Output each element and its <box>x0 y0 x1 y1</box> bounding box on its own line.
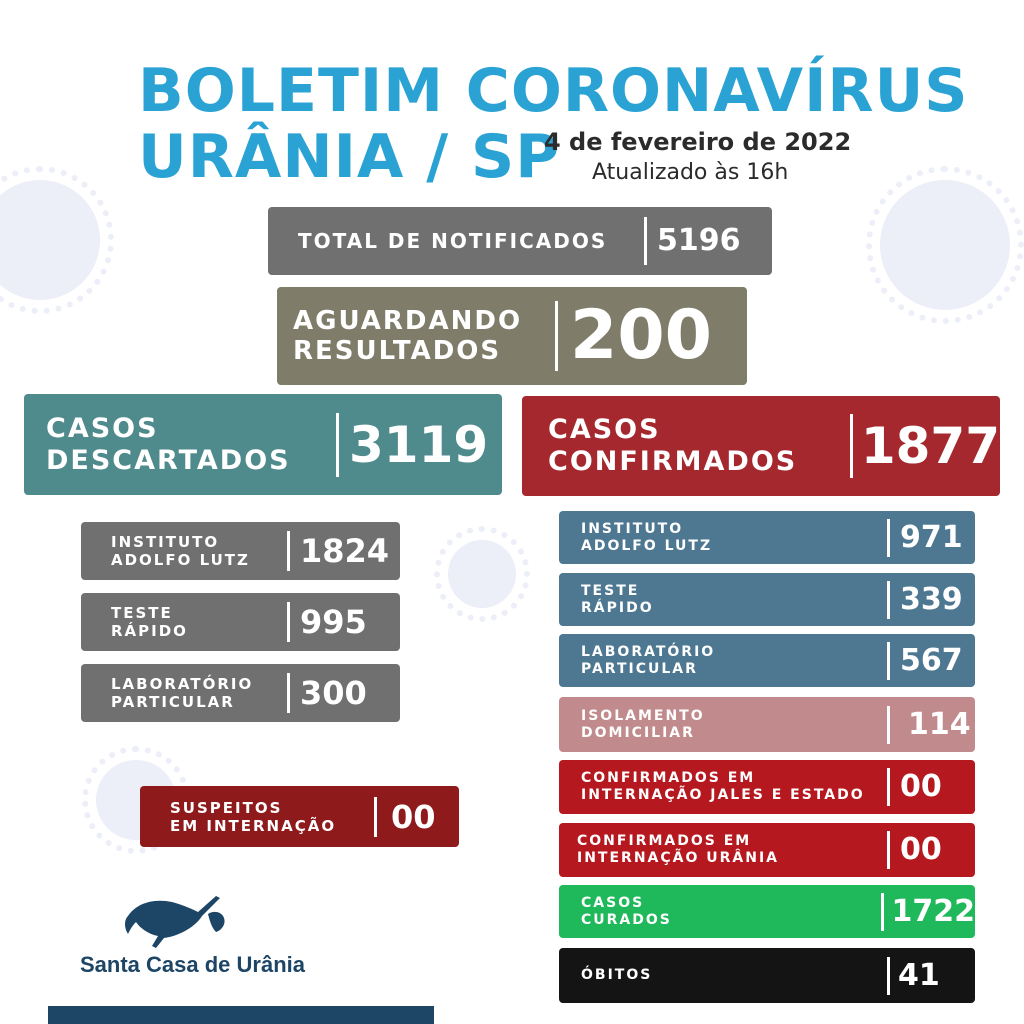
confirmados-item-laboratorio <box>559 634 975 687</box>
total-notificados-label: TOTAL DE NOTIFICADOS <box>298 229 608 253</box>
descartados-value: 3119 <box>336 413 488 477</box>
descartados-item-ial <box>81 522 400 580</box>
aguardando-label: AGUARDANDO RESULTADOS <box>293 306 523 366</box>
virus-decoration-icon <box>880 180 1010 310</box>
suspeitos-label: SUSPEITOS EM INTERNAÇÃO <box>170 798 337 835</box>
stork-logo-icon <box>80 890 240 950</box>
confirmados-value: 1877 <box>850 414 1000 478</box>
confirmados-item-obitos <box>559 948 975 1003</box>
confirmados-item-curados <box>559 885 975 938</box>
item-label: ÓBITOS <box>581 967 653 983</box>
item-value: 1722 <box>881 893 976 931</box>
aguardando-resultados-box <box>277 287 747 385</box>
confirmados-item-ial <box>559 511 975 564</box>
suspeitos-value: 00 <box>374 797 436 837</box>
item-value: 971 <box>887 519 963 557</box>
item-value: 00 <box>887 768 942 806</box>
total-notificados-box <box>268 207 772 275</box>
item-value: 995 <box>287 602 367 642</box>
item-label: INSTITUTO ADOLFO LUTZ <box>111 533 250 569</box>
confirmados-item-isolamento <box>559 697 975 752</box>
bulletin-date: 4 de fevereiro de 2022 <box>544 128 852 156</box>
item-value: 567 <box>887 642 963 680</box>
item-value: 114 <box>887 706 971 744</box>
item-label: INSTITUTO ADOLFO LUTZ <box>581 520 713 554</box>
total-notificados-value: 5196 <box>644 217 741 265</box>
item-value: 339 <box>887 581 963 619</box>
item-label: ISOLAMENTO DOMICILIAR <box>581 707 705 741</box>
item-label: TESTE RÁPIDO <box>111 604 188 640</box>
confirmados-item-teste-rapido <box>559 573 975 626</box>
item-value: 41 <box>887 957 940 995</box>
item-label: CONFIRMADOS EM INTERNAÇÃO URÂNIA <box>577 833 779 866</box>
logo-text: Santa Casa de Urânia <box>80 952 305 977</box>
footer-bar <box>48 1006 434 1024</box>
item-label: TESTE RÁPIDO <box>581 582 654 616</box>
updated-time: Atualizado às 16h <box>592 160 789 185</box>
virus-decoration-icon <box>448 540 516 608</box>
item-value: 300 <box>287 673 367 713</box>
casos-descartados-box <box>24 394 502 495</box>
descartados-item-teste-rapido <box>81 593 400 651</box>
item-label: CONFIRMADOS EM INTERNAÇÃO JALES E ESTADO <box>581 770 865 803</box>
item-label: LABORATÓRIO PARTICULAR <box>111 675 254 711</box>
page-subtitle: URÂNIA / SP <box>138 122 561 192</box>
confirmados-label: CASOS CONFIRMADOS <box>548 414 798 477</box>
descartados-label: CASOS DESCARTADOS <box>46 412 291 476</box>
casos-confirmados-box <box>522 396 1000 496</box>
confirmados-item-internacao-urania <box>559 823 975 877</box>
item-label: CASOS CURADOS <box>581 894 672 928</box>
item-label: LABORATÓRIO PARTICULAR <box>581 643 716 677</box>
page-title: BOLETIM CORONAVÍRUS <box>138 56 969 126</box>
virus-decoration-icon <box>0 180 100 300</box>
suspeitos-internacao-box <box>140 786 459 847</box>
item-value: 00 <box>887 831 942 869</box>
aguardando-value: 200 <box>555 301 712 371</box>
descartados-item-laboratorio <box>81 664 400 722</box>
item-value: 1824 <box>287 531 389 571</box>
confirmados-item-internacao-jales <box>559 760 975 814</box>
